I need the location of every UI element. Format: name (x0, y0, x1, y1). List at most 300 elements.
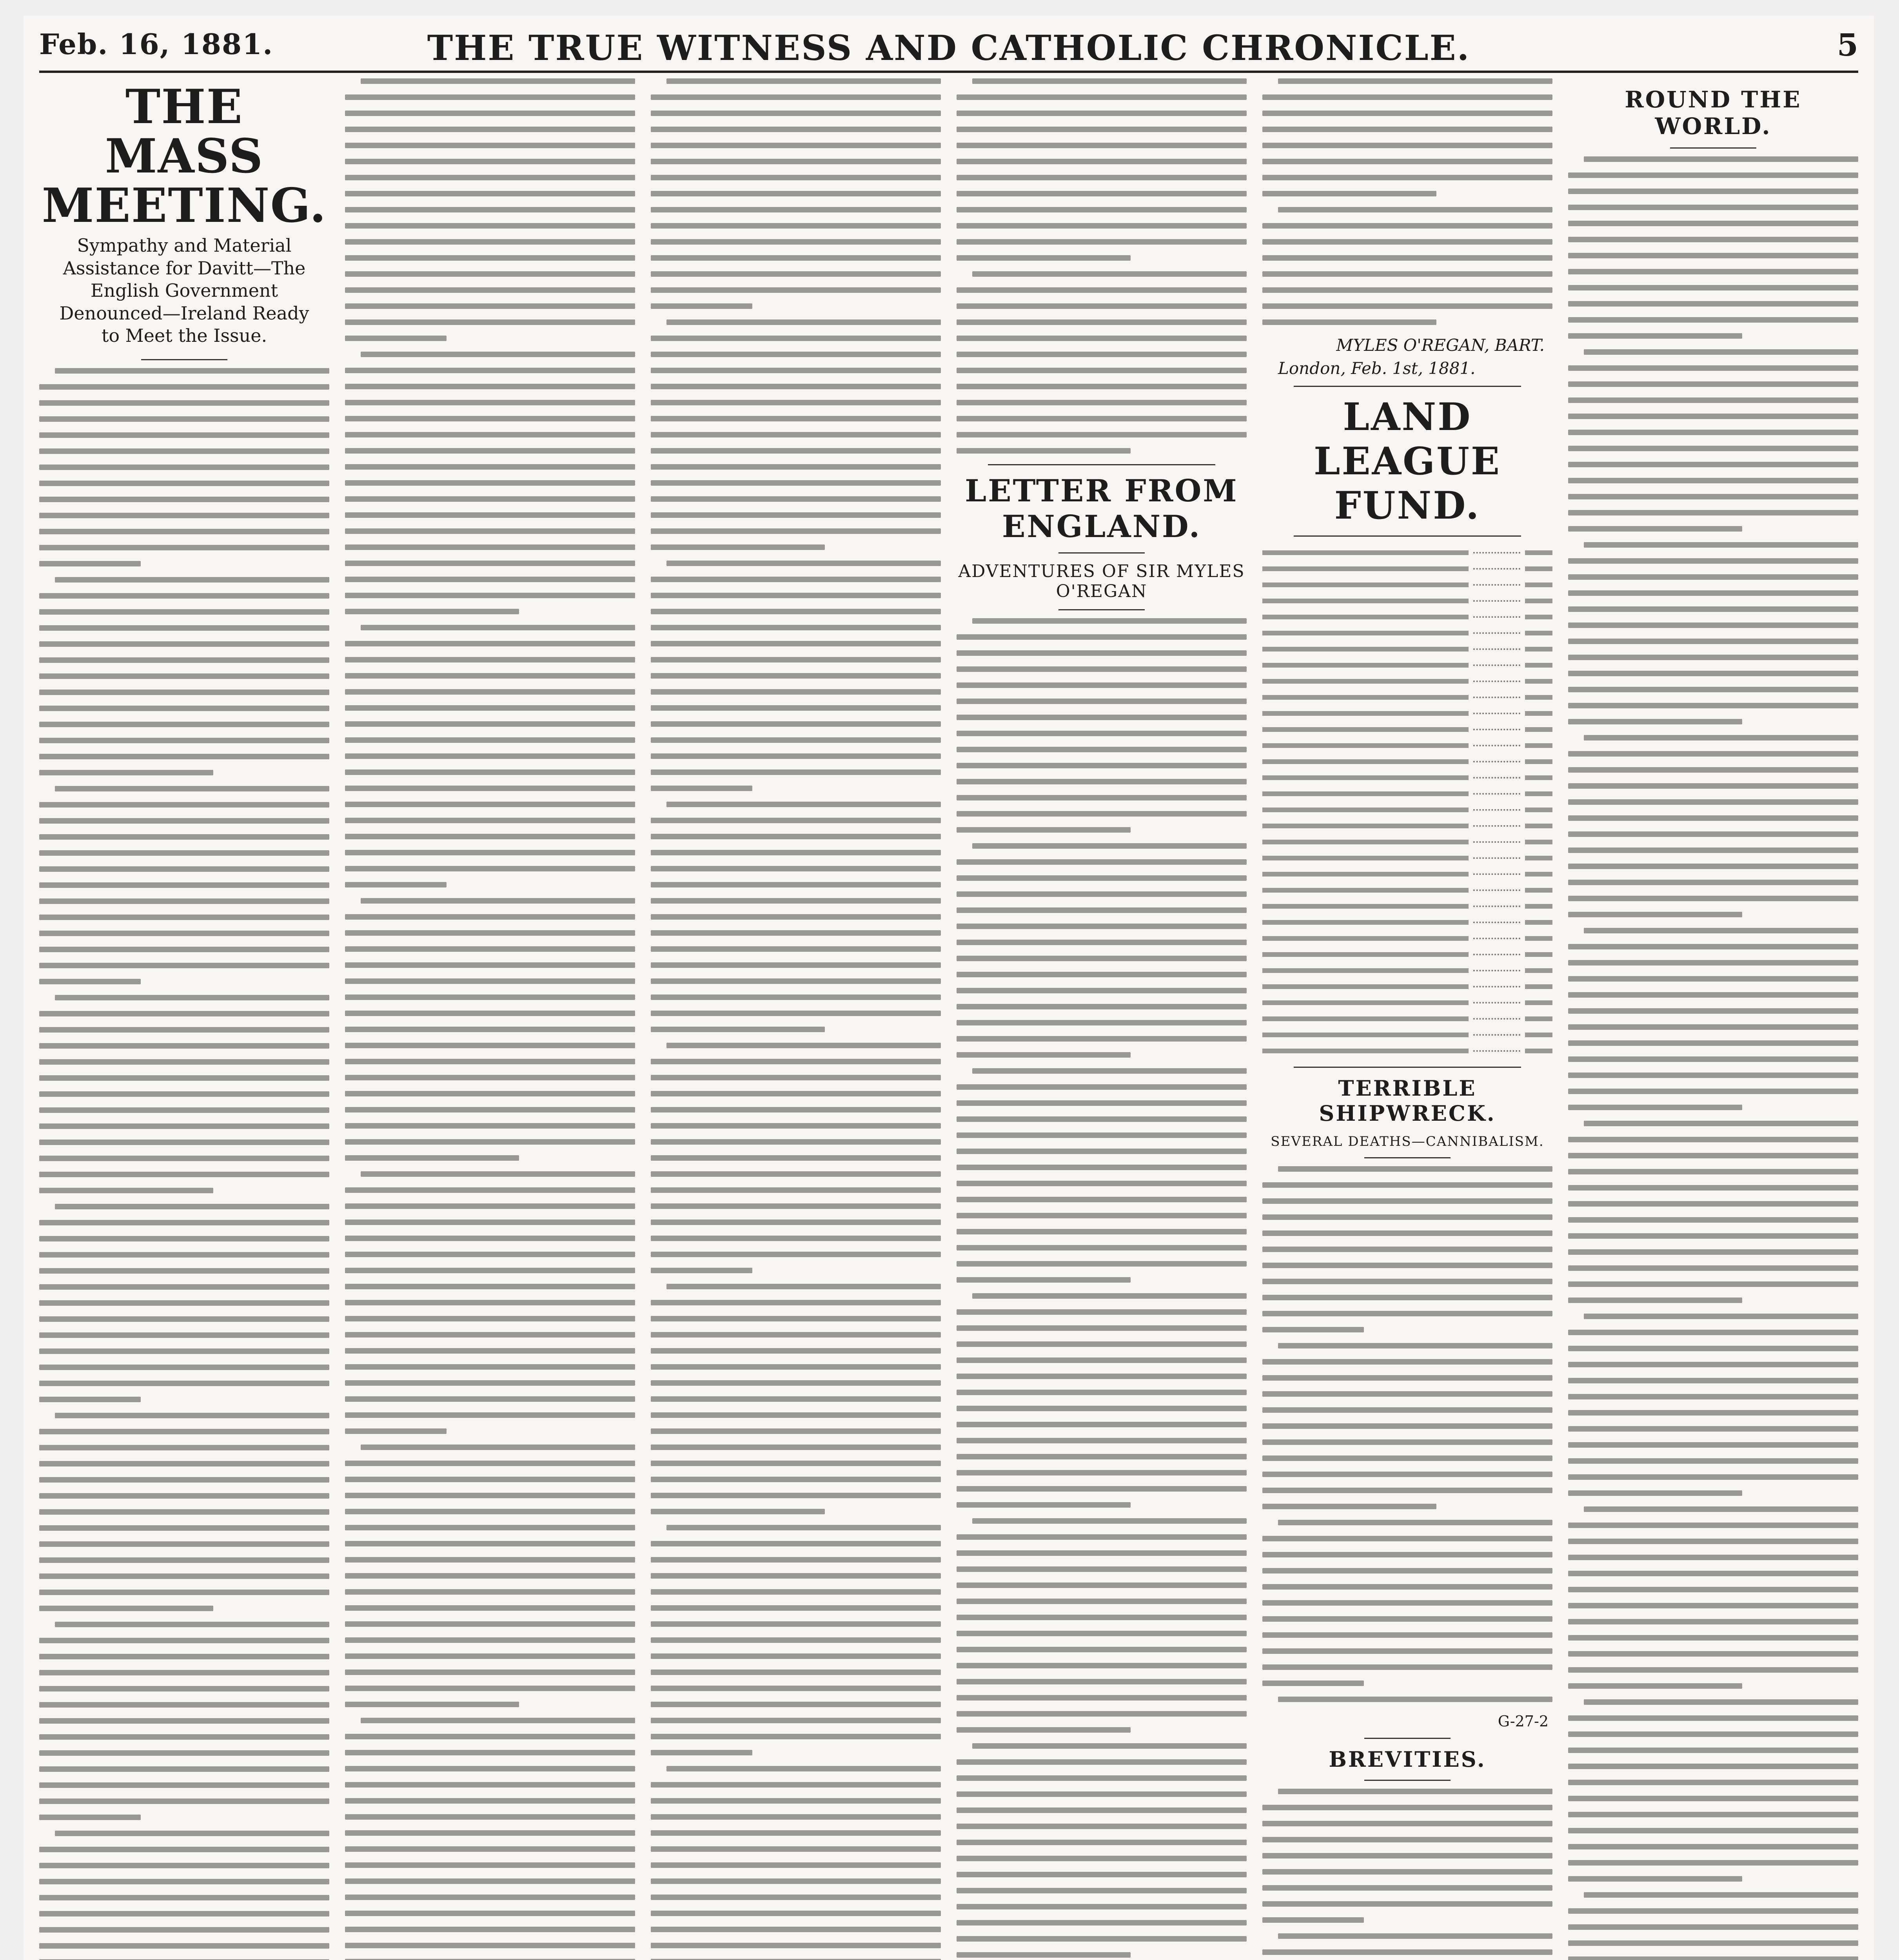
text-line (1262, 1327, 1364, 1332)
text-line (345, 818, 635, 823)
text-line (345, 1895, 635, 1900)
text-line (1262, 1805, 1552, 1810)
text-line (1584, 349, 1858, 355)
text-line (39, 561, 141, 566)
fund-row-dots (1473, 1018, 1520, 1020)
text-line (957, 1904, 1247, 1909)
text-line (651, 866, 941, 871)
fund-row-dots (1473, 793, 1520, 795)
text-line (1568, 606, 1858, 612)
text-line (345, 1830, 635, 1836)
fund-row (1262, 641, 1552, 657)
text-line (345, 127, 635, 132)
fund-row-dots (1473, 1002, 1520, 1004)
text-line (1568, 494, 1858, 499)
text-line (39, 1075, 329, 1081)
text-line (651, 1428, 941, 1434)
text-line (666, 78, 941, 84)
fund-row-dots (1473, 1050, 1520, 1052)
text-line (39, 738, 329, 743)
text-line (1568, 864, 1858, 869)
fund-row-nm (1262, 952, 1469, 957)
text-line (651, 1927, 941, 1932)
divider (988, 464, 1215, 465)
text-line (345, 400, 635, 405)
text-line (1568, 1908, 1858, 1914)
text-line (1568, 1265, 1858, 1271)
text-line (957, 1583, 1247, 1588)
text-line (651, 1364, 941, 1370)
text-line (1568, 430, 1858, 435)
text-line (1568, 574, 1858, 580)
fund-row-dots (1473, 616, 1520, 618)
text-line (651, 1589, 941, 1595)
divider (1058, 552, 1145, 554)
fund-row-dots (1473, 713, 1520, 714)
text-line (957, 1695, 1247, 1700)
text-line (957, 432, 1247, 437)
divider (1058, 609, 1145, 610)
fund-row-amt (1525, 1016, 1552, 1021)
text-line (55, 1622, 329, 1627)
text-line (1262, 1901, 1552, 1907)
text-line (1568, 301, 1858, 307)
fund-row-nm (1262, 1049, 1469, 1053)
text-line (55, 1413, 329, 1418)
text-line (651, 512, 941, 518)
fund-row-dots (1473, 745, 1520, 746)
text-line (957, 1406, 1247, 1411)
text-line (1262, 1853, 1552, 1858)
text-line (1262, 1263, 1552, 1268)
issue-date: Feb. 16, 1881. (39, 27, 274, 61)
text-line (957, 795, 1247, 800)
text-line (345, 1220, 635, 1225)
text-line (651, 1011, 941, 1016)
text-line (1568, 831, 1858, 837)
text-line (1262, 1681, 1364, 1686)
text-line (1568, 1008, 1858, 1014)
text-line (1584, 1121, 1858, 1126)
text-line (1262, 1423, 1552, 1429)
fund-row-nm (1262, 711, 1469, 716)
text-line (1568, 1040, 1858, 1046)
fund-row (1262, 818, 1552, 834)
text-line (651, 1782, 941, 1788)
text-line (1262, 1247, 1552, 1252)
text-line (1584, 156, 1858, 162)
text-line (1568, 205, 1858, 210)
fund-row-dots (1473, 584, 1520, 586)
text-line (957, 650, 1247, 656)
text-line (39, 1027, 329, 1033)
fund-row-amt (1525, 647, 1552, 652)
text-line (957, 1808, 1247, 1813)
text-line (1278, 1520, 1552, 1525)
text-line (957, 1116, 1247, 1122)
text-line (345, 1203, 635, 1209)
text-line (651, 657, 941, 662)
divider (1294, 1067, 1521, 1068)
text-line (1568, 976, 1858, 982)
text-line (972, 1068, 1247, 1074)
fund-row-amt (1525, 1033, 1552, 1037)
fund-row-dots (1473, 568, 1520, 570)
text-line (39, 931, 329, 936)
text-line (345, 1525, 635, 1530)
text-line (651, 223, 941, 229)
shipwreck-subhead: SEVERAL DEATHS—CANNIBALISM. (1271, 1134, 1544, 1149)
text-line (39, 834, 329, 840)
text-line (345, 946, 635, 952)
text-line (39, 545, 329, 550)
fund-row-nm (1262, 856, 1469, 860)
text-line (957, 1084, 1247, 1090)
text-line (345, 303, 635, 309)
text-line (39, 754, 329, 759)
text-line (1568, 1796, 1858, 1801)
fund-row-nm (1262, 599, 1469, 603)
text-line (345, 544, 635, 550)
text-line (39, 1140, 329, 1145)
letter-from-england-end (1262, 78, 1552, 325)
text-line (651, 593, 941, 598)
text-line (651, 577, 941, 582)
text-line (345, 94, 635, 100)
text-line (651, 1155, 941, 1161)
round-the-world-headline: ROUND THE WORLD. (1625, 86, 1802, 140)
text-line (1568, 1924, 1858, 1930)
text-line (39, 1011, 329, 1016)
text-line (1262, 1568, 1552, 1573)
text-line (957, 907, 1247, 913)
fund-row-amt (1525, 888, 1552, 893)
text-line (957, 1840, 1247, 1845)
fund-row-nm (1262, 920, 1469, 925)
text-line (1568, 1105, 1742, 1110)
text-line (651, 1380, 941, 1386)
fund-row-amt (1525, 952, 1552, 957)
text-line (345, 577, 635, 582)
text-line (957, 1309, 1247, 1315)
text-line (39, 1445, 329, 1450)
text-line (39, 673, 329, 679)
text-line (1262, 1182, 1552, 1188)
fund-row-amt (1525, 808, 1552, 812)
text-line (957, 811, 1247, 817)
text-line (1262, 303, 1552, 309)
text-line (1568, 1442, 1858, 1448)
text-line (345, 930, 635, 936)
text-line (957, 1791, 1247, 1797)
text-line (957, 1181, 1247, 1186)
text-line (345, 1766, 635, 1771)
fund-row-amt (1525, 904, 1552, 909)
text-line (1568, 1378, 1858, 1383)
fund-list (1262, 544, 1552, 1059)
text-line (39, 1911, 329, 1916)
text-line (39, 1525, 329, 1531)
text-line (39, 609, 329, 615)
text-line (651, 898, 941, 904)
text-line (39, 1461, 329, 1466)
fund-row-amt (1525, 920, 1552, 925)
text-line (345, 962, 635, 968)
text-line (957, 666, 1247, 672)
text-line (1568, 880, 1858, 885)
text-line (651, 496, 941, 502)
letter-from-england-headline: LETTER FROM ENGLAND. (965, 473, 1238, 544)
text-line (55, 1204, 329, 1209)
text-line (651, 609, 941, 614)
text-line (1568, 1683, 1742, 1689)
column-5 (1262, 78, 1552, 1960)
text-line (39, 1236, 329, 1241)
text-line (345, 512, 635, 518)
fund-row-amt (1525, 824, 1552, 828)
text-line (1568, 815, 1858, 821)
text-line (651, 1412, 941, 1418)
text-line (957, 972, 1247, 977)
text-line (345, 1702, 519, 1707)
text-line (345, 432, 635, 437)
text-line (1584, 1892, 1858, 1898)
text-line (651, 400, 941, 405)
fund-row-dots (1473, 922, 1520, 923)
text-line (345, 1075, 635, 1080)
text-line (39, 497, 329, 502)
text-line (1568, 269, 1858, 274)
fund-row (1262, 978, 1552, 995)
fund-row-dots (1473, 954, 1520, 955)
text-line (651, 255, 941, 261)
divider (1364, 1780, 1451, 1781)
text-line (957, 1357, 1247, 1363)
text-line (1262, 1664, 1552, 1670)
fund-row (1262, 882, 1552, 898)
text-line (361, 1718, 635, 1723)
fund-row-amt (1525, 1000, 1552, 1005)
text-line (345, 528, 635, 534)
fund-row-amt (1525, 583, 1552, 587)
text-line (651, 1332, 941, 1338)
fund-row-dots (1473, 761, 1520, 762)
text-line (1278, 1166, 1552, 1172)
fund-row-nm (1262, 1033, 1469, 1037)
text-line (39, 1477, 329, 1483)
text-line (1568, 1169, 1858, 1174)
text-line (651, 625, 941, 630)
text-line (1568, 446, 1858, 451)
text-line (39, 1268, 329, 1274)
text-line (666, 1766, 941, 1771)
text-line (1568, 478, 1858, 483)
text-line (957, 634, 1247, 640)
column-4 (957, 78, 1247, 1960)
fund-row-amt (1525, 550, 1552, 555)
text-line (651, 1203, 941, 1209)
fund-row-nm (1262, 968, 1469, 973)
text-line (345, 802, 635, 807)
text-line (1262, 1439, 1552, 1445)
text-line (345, 1252, 635, 1257)
text-line (651, 689, 941, 695)
text-line (39, 1429, 329, 1434)
text-line (1568, 1780, 1858, 1785)
text-line (39, 1107, 329, 1113)
text-line (957, 287, 1247, 293)
mass-meeting-deck: Sympathy and Material Assistance for Davitt—The English Government Denounced—Ireland Ready to Meet the Issue. (59, 235, 309, 346)
text-line (345, 1750, 635, 1755)
text-line (651, 1862, 941, 1868)
text-line (345, 480, 635, 486)
text-line (651, 94, 941, 100)
divider (141, 359, 227, 360)
text-line (361, 1171, 635, 1177)
text-line (651, 1187, 941, 1193)
text-line (1568, 189, 1858, 194)
text-line (1568, 1298, 1742, 1303)
text-line (39, 1638, 329, 1643)
text-line (345, 1734, 635, 1739)
text-line (957, 747, 1247, 752)
fund-row (1262, 946, 1552, 962)
text-line (39, 1493, 329, 1499)
text-line (651, 914, 941, 920)
text-line (651, 1220, 941, 1225)
text-line (957, 988, 1247, 993)
text-line (345, 1155, 519, 1161)
text-line (957, 1759, 1247, 1765)
text-line (957, 1727, 1131, 1733)
text-line (345, 673, 635, 679)
text-line (345, 641, 635, 646)
text-line (1262, 1407, 1552, 1413)
fund-row (1262, 577, 1552, 593)
text-line (39, 513, 329, 518)
text-line (345, 1332, 635, 1338)
text-line (39, 947, 329, 952)
text-line (1262, 1949, 1552, 1955)
text-line (345, 1396, 635, 1402)
text-line (957, 875, 1247, 881)
text-line (1262, 271, 1552, 277)
text-line (651, 1541, 941, 1546)
text-line (39, 770, 213, 775)
text-line (651, 239, 941, 245)
text-line (39, 706, 329, 711)
text-line (39, 1059, 329, 1065)
text-line (39, 1750, 329, 1756)
text-line (651, 1091, 941, 1096)
text-line (39, 1509, 329, 1515)
text-line (39, 416, 329, 422)
text-line (651, 191, 941, 196)
text-line (957, 448, 1131, 454)
fund-row (1262, 995, 1552, 1011)
fund-row-dots (1473, 552, 1520, 554)
text-line (39, 1718, 329, 1724)
text-line (345, 834, 635, 839)
text-line (1262, 319, 1436, 325)
text-line (957, 223, 1247, 229)
text-line (957, 111, 1247, 116)
fund-row-amt (1525, 663, 1552, 668)
text-line (651, 1252, 941, 1257)
text-line (39, 963, 329, 968)
text-line (1568, 671, 1858, 676)
text-line (1262, 1552, 1552, 1557)
fund-row (1262, 769, 1552, 786)
text-line (1568, 687, 1858, 692)
text-line (1262, 1536, 1552, 1541)
letter-from-england-subhead: ADVENTURES OF SIR MYLES O'REGAN (958, 561, 1245, 601)
text-line (1568, 1860, 1858, 1866)
text-line (39, 979, 141, 984)
fund-row-dots (1473, 729, 1520, 730)
text-line (651, 1300, 941, 1305)
text-line (651, 882, 941, 887)
fund-row-amt (1525, 936, 1552, 941)
text-line (1568, 896, 1858, 901)
text-line (39, 1895, 329, 1900)
text-line (1568, 1362, 1858, 1367)
fund-row-dots (1473, 697, 1520, 698)
text-line (1568, 1539, 1858, 1544)
round-the-world-body (1568, 156, 1858, 1960)
text-line (345, 1187, 635, 1193)
text-line (1568, 848, 1858, 853)
text-line (972, 843, 1247, 849)
text-line (972, 1293, 1247, 1299)
text-line (651, 432, 941, 437)
shipwreck-headline: TERRIBLE SHIPWRECK. (1319, 1076, 1496, 1126)
text-line (957, 207, 1247, 212)
text-line (1568, 1330, 1858, 1335)
text-line (651, 1734, 941, 1739)
fund-row-nm (1262, 679, 1469, 684)
text-line (1568, 1201, 1858, 1207)
text-line (39, 1927, 329, 1933)
text-line (1568, 767, 1858, 773)
text-line (666, 1525, 941, 1530)
fund-row (1262, 786, 1552, 802)
text-line (1262, 1917, 1364, 1923)
text-line (651, 1123, 941, 1129)
text-line (651, 528, 941, 534)
text-line (957, 1438, 1247, 1443)
text-line (1568, 1458, 1858, 1464)
text-line (1262, 1837, 1552, 1842)
fund-row (1262, 593, 1552, 609)
text-line (39, 625, 329, 631)
text-line (651, 1316, 941, 1321)
text-line (1568, 622, 1858, 628)
text-line (345, 496, 635, 502)
text-line (651, 1846, 941, 1852)
text-line (651, 1702, 941, 1707)
text-line (651, 930, 941, 936)
text-line (957, 1422, 1247, 1427)
text-line (39, 1766, 329, 1772)
text-line (1568, 1410, 1858, 1416)
brevities-headline: BREVITIES. (1329, 1747, 1486, 1772)
text-line (957, 1374, 1247, 1379)
text-line (39, 657, 329, 663)
text-line (957, 1952, 1131, 1958)
text-line (345, 786, 635, 791)
text-line (651, 1027, 825, 1032)
